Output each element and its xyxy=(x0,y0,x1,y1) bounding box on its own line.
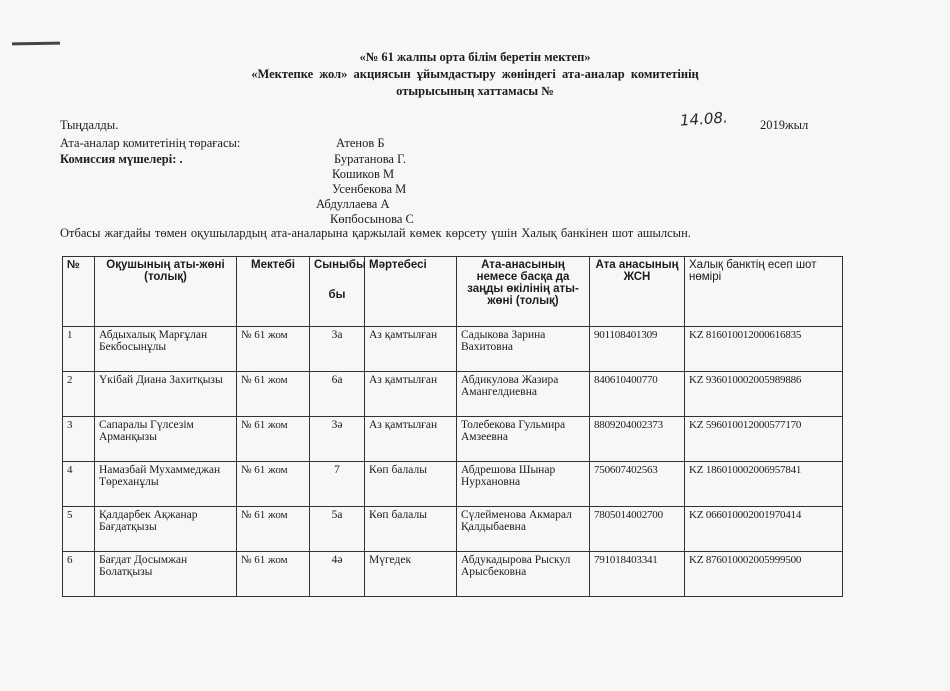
header-class xyxy=(310,257,365,327)
cell-parent: Абдукадырова Рыскул Арысбековна xyxy=(457,552,590,597)
cell-parent: Садыкова Зарина Вахитовна xyxy=(457,327,590,372)
students-table xyxy=(62,256,843,597)
header-account: Халық банктің есеп шот нөмірі xyxy=(685,257,843,327)
cell-student: Сапаралы Гүлсезім Арманқызы xyxy=(95,417,237,462)
intro-text: Отбасы жағдайы төмен оқушылардың ата-аналарына қаржылай көмек көрсету үшін Халық банкінен шот ашылсын. xyxy=(60,226,691,240)
member-2: Кошиков М xyxy=(332,167,395,181)
title-line-2: «Мектепке жол» акциясын ұйымдастыру жөніндегі ата-аналар комитетінің xyxy=(251,67,699,81)
cell-class: 7 xyxy=(310,462,365,507)
member-3: Усенбекова М xyxy=(332,182,407,196)
cell-account: KZ 066010002001970414 xyxy=(685,507,843,552)
cell-num: 1 xyxy=(63,327,95,372)
cell-iin: 7805014002700 xyxy=(590,507,685,552)
cell-num: 3 xyxy=(63,417,95,462)
cell-class: 3а xyxy=(310,327,365,372)
cell-num: 4 xyxy=(63,462,95,507)
header-school: Мектебі xyxy=(237,257,310,327)
header-status: Мәртебесі xyxy=(365,257,457,327)
cell-iin: 840610400770 xyxy=(590,372,685,417)
title-line-1: «№ 61 жалпы орта білім беретін мектеп» xyxy=(359,50,591,64)
cell-num: 5 xyxy=(63,507,95,552)
cell-status: Аз қамтылған xyxy=(365,417,457,462)
scan-mark xyxy=(12,42,60,46)
cell-account: KZ 816010012000616835 xyxy=(685,327,843,372)
cell-school: № 61 жом xyxy=(237,552,310,597)
cell-parent: Сүлейменова Акмарал Қалдыбаевна xyxy=(457,507,590,552)
title-line-3: отырысының хаттамасы № xyxy=(396,84,554,98)
handwritten-date: 14.08. xyxy=(679,108,729,130)
cell-num: 2 xyxy=(63,372,95,417)
cell-account: KZ 186010002006957841 xyxy=(685,462,843,507)
cell-school: № 61 жом xyxy=(237,507,310,552)
cell-school: № 61 жом xyxy=(237,462,310,507)
header-num: № xyxy=(63,257,95,327)
cell-parent: Абдрешова Шынар Нурхановна xyxy=(457,462,590,507)
header-class-text: Сыныбы xyxy=(314,259,366,271)
cell-status: Мүгедек xyxy=(365,552,457,597)
commission-label: Комиссия мүшелері: . xyxy=(60,152,183,166)
cell-account: KZ 936010002005989886 xyxy=(685,372,843,417)
cell-num: 6 xyxy=(63,552,95,597)
table-row xyxy=(63,552,843,597)
cell-student: Бағдат Досымжан Болатқызы xyxy=(95,552,237,597)
cell-school: № 61 жом xyxy=(237,327,310,372)
header-student: Оқушының аты-жөні (толық) xyxy=(95,257,237,327)
cell-student: Қалдарбек Ақжанар Бағдатқызы xyxy=(95,507,237,552)
table-row xyxy=(63,462,843,507)
listened-label: Тыңдалды. xyxy=(60,118,119,132)
cell-class: 4ә xyxy=(310,552,365,597)
table-row xyxy=(63,507,843,552)
cell-status: Көп балалы xyxy=(365,462,457,507)
cell-status: Аз қамтылған xyxy=(365,327,457,372)
cell-iin: 8809204002373 xyxy=(590,417,685,462)
cell-iin: 750607402563 xyxy=(590,462,685,507)
cell-student: Абдыхалық Марғұлан Бекбосынұлы xyxy=(95,327,237,372)
cell-status: Аз қамтылған xyxy=(365,372,457,417)
cell-class: 3ә xyxy=(310,417,365,462)
cell-account: KZ 596010012000577170 xyxy=(685,417,843,462)
table-row xyxy=(63,327,843,372)
cell-class: 6а xyxy=(310,372,365,417)
cell-parent: Толебекова Гульмира Амзеевна xyxy=(457,417,590,462)
cell-student: Үкібай Диана Захитқызы xyxy=(95,372,237,417)
chair-name: Атенов Б xyxy=(336,136,385,150)
header-iin: Ата анасының ЖСН xyxy=(590,257,685,327)
cell-iin: 901108401309 xyxy=(590,327,685,372)
header-parent: Ата-анасының немесе басқа да заңды өкілінің аты-жөні (толық) xyxy=(457,257,590,327)
table-row xyxy=(63,372,843,417)
cell-school: № 61 жом xyxy=(237,417,310,462)
member-1: Буратанова Г. xyxy=(334,152,407,166)
table-row xyxy=(63,417,843,462)
header-class-extra: бы xyxy=(328,289,346,301)
member-5: Көпбосынова С xyxy=(330,212,414,226)
cell-iin: 791018403341 xyxy=(590,552,685,597)
member-4: Абдуллаева А xyxy=(316,197,390,211)
date-year: 2019жыл xyxy=(760,118,809,132)
cell-status: Көп балалы xyxy=(365,507,457,552)
cell-class: 5а xyxy=(310,507,365,552)
cell-school: № 61 жом xyxy=(237,372,310,417)
chair-label: Ата-аналар комитетінің төрағасы: xyxy=(60,136,241,150)
cell-student: Намазбай Мухаммеджан Төреханұлы xyxy=(95,462,237,507)
cell-account: KZ 876010002005999500 xyxy=(685,552,843,597)
cell-parent: Абдикулова Жазира Амангелдиевна xyxy=(457,372,590,417)
